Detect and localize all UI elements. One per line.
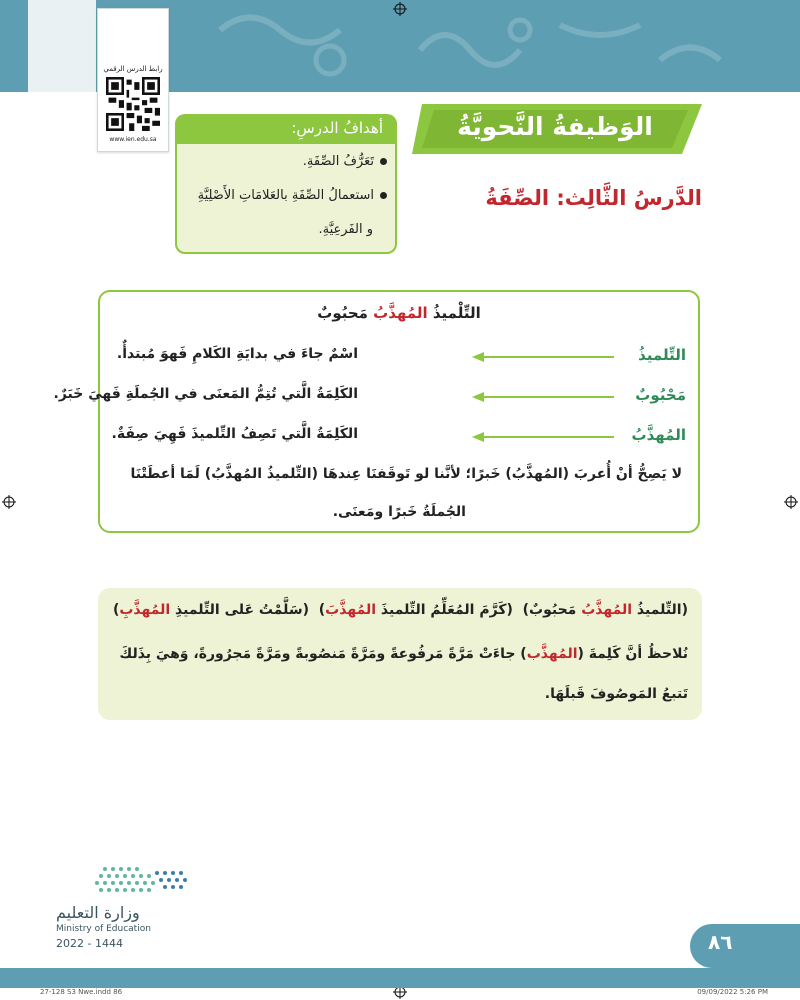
print-slug-left: 27-128 S3 Nwe.indd 86	[40, 988, 123, 996]
row-label: مَحْبُوبٌ	[635, 386, 686, 404]
ministry-name-en: Ministry of Education	[56, 924, 151, 934]
goals-header	[175, 114, 397, 144]
goal-item: استعمالُ الصِّفَةِ بالعَلامَاتِ الأَصْلِيَّةِ	[198, 188, 387, 203]
bullet-icon	[380, 192, 387, 199]
qr-label: رابط الدرس الرقمي	[103, 65, 163, 73]
row-label: التِّلميذُ	[638, 346, 686, 364]
example-box	[53, 290, 700, 533]
lesson-goals	[175, 114, 397, 256]
row-text: اسْمٌ جاءَ في بدايَةِ الكَلامِ فَهوَ مُبتدأٌ.	[116, 346, 358, 362]
qr-card[interactable]	[97, 8, 169, 152]
unit-title: الوَظيفةُ النَّحويَّةُ	[457, 112, 653, 141]
row-text: الكَلِمَةُ الَّتي تُتِمُّ المَعنَى في الجُملَةِ فَهيَ خَبَرٌ.	[53, 386, 358, 402]
registration-mark-icon	[393, 2, 407, 16]
left-arrow-icon	[472, 352, 614, 362]
left-arrow-icon	[472, 392, 614, 402]
registration-mark-icon	[784, 495, 798, 509]
page-number: ٨٦	[708, 930, 733, 954]
lesson-title: الدَّرسُ الثَّالِث: الصِّفَةُ	[485, 186, 702, 210]
qr-url[interactable]: www.ien.edu.sa	[109, 136, 157, 143]
ministry-name-ar: وزارة التعليم	[56, 903, 140, 922]
qr-code-icon[interactable]	[106, 77, 160, 131]
row-text: الكَلِمَةُ الَّتي تَصِفُ التِّلميذَ فَهِيَ صِفَةٌ.	[111, 426, 358, 442]
explanation-line: لا يَصِحُّ أنْ أُعربَ (المُهذَّبُ) خَبرًا؛ لأنَّنا لو تَوقَفنَا عِندهَا (التِّلميذُ المُهذَّبُ) لَمَا أعطَتْنَا	[130, 466, 682, 482]
bullet-icon	[380, 158, 387, 165]
goals-body	[175, 144, 397, 254]
goals-header-label: أهدافُ الدرسِ:	[291, 119, 383, 137]
note-sentences: (التِّلميذُ المُهذَّبُ مَحبُوبٌ) (كَرَّمَ المُعَلِّمُ التِّلميذَ المُهذَّبَ) (سَلَّمْتُ عَلى التِّلميذِ المُهذَّبِ)	[112, 602, 688, 618]
registration-mark-icon	[2, 495, 16, 509]
header-left-strip	[28, 0, 96, 92]
note-explanation: تَتبعُ المَوصُوفَ قَبلَهَا.	[544, 686, 688, 702]
row-label: المُهذَّبُ	[631, 426, 686, 444]
print-slug-right: 09/09/2022 5:26 PM	[697, 988, 768, 996]
example-sentence: التِّلْميذُ المُهذَّبُ مَحبُوبٌ	[317, 304, 481, 322]
note-box	[98, 588, 702, 720]
footer-band	[0, 968, 800, 988]
left-arrow-icon	[472, 432, 614, 442]
explanation-line: الجُملَةُ خَبرًا ومَعنَى.	[332, 504, 466, 520]
ministry-year: 2022 - 1444	[56, 937, 123, 950]
page-number-tab	[690, 924, 800, 968]
note-explanation: نُلاحظُ أنَّ كَلِمةَ (المُهذَّب) جاءَتْ مَرَّةً مَرفُوعةً ومَرَّةً مَنصُوبةً ومَرَّةً مَجرُورةً، وَهيَ بِذَلكَ	[119, 646, 688, 662]
goal-item-continuation: و الفَرعِيَّةِ.	[318, 222, 373, 237]
goal-item: تَعَرُّفُ الصِّفَةِ.	[303, 154, 387, 169]
